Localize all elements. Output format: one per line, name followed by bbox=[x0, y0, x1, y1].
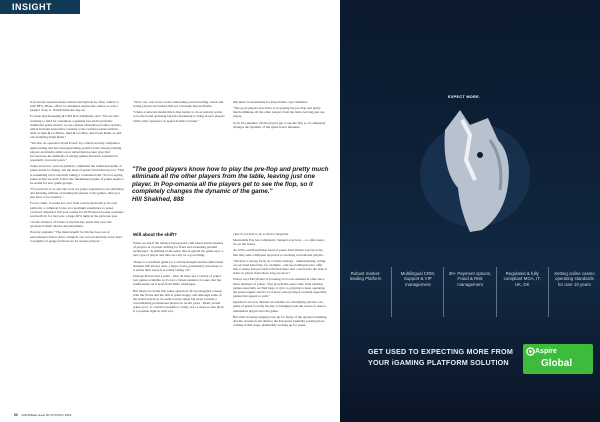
feature-item: Setting online casino operating standards for over 10 years bbox=[548, 267, 600, 317]
article-column-2-continued bbox=[133, 241, 225, 316]
paragraph: "The good players now have to be paying the pre-flop and pretty much eliminate all the other players from the table, leaving just one player. bbox=[233, 106, 325, 119]
paragraph: Fo Sean QQ managing & CEO Rob Ashburner said: "We are also working to field for customers a genuine fast and beyond the traditional poker model; we are curated alternative product options, which includes innovative variants to the currency-pluse formats such as Spin & Go Blaze, Spin & Go Max, and Zoom Rush, as add-ons featuring Team Rush." bbox=[30, 114, 123, 140]
paragraph: Poverty explains: "The main benefit for On the base out of networking is this to have complete our own promotions, have head to lengthy on gauge and have no be serious players." bbox=[30, 230, 122, 243]
article-column-3-continued bbox=[233, 232, 327, 329]
article-page bbox=[0, 14, 340, 422]
paragraph: Some, however, were in publicly committed the traditional game of poker needs to change. On the head of poker David Parveyra is "This is something we're currently taking a considered and "It's not saying poker is that we don't follow the fundamental game of poker needs to be sound for new game groups. bbox=[30, 164, 125, 185]
paragraph: So in Pro-pmaniac all the players get to see the flop so it completely changes the dynamic of the game fewer mistakes. bbox=[233, 120, 326, 129]
horse-image bbox=[400, 100, 550, 240]
pull-quote bbox=[132, 166, 332, 203]
logo-text-top: Aspire bbox=[535, 348, 557, 355]
advertisement bbox=[340, 0, 600, 422]
paragraph: Operators are now divided on whether in a modifying sell the core game of poker is really the key to bringing back the reason to meet a remastered players into the game. bbox=[233, 300, 327, 313]
paragraph: Perhaps Powers has a point - after all there are a variety of poker tool games available so it's not a flexed element of poker that has traditionally set it apart from RNG challenges. bbox=[133, 274, 222, 287]
paragraph: it located in Asquire-listed casinos and Spin & Go files, which, to with 88%, Blaze, offers to customers players the chance to win a jackpot of up to 10,000 times the buy-in. bbox=[30, 100, 119, 113]
paragraph: "We also do operators about Power Up, which recently completed alpha testing and has been generating positive buzz among existing players and media amid a new subscription poker type that incorporates the elements of energy games that have exploded in popularity in recent years." bbox=[30, 141, 122, 163]
paragraph: As GWG and PartyPoker head of poker Tom Waters says he notes that they take a different approach to reaching recreational players. bbox=[233, 248, 324, 257]
paragraph: For it's other, it works not over from a network model to its own platform, a complete focus on a premium experience to poker overload. Rinaldo's full year results for 2018 showed poker revenues reached €12, for last year, a huge 40% jump in the previous year. bbox=[30, 201, 124, 218]
paragraph: "At the entrance of T'mes of the full-bay poker this year, the sponsored small release announcement. bbox=[30, 220, 112, 229]
logo-text-bottom: Global bbox=[541, 358, 573, 369]
publication-info: iGB Affiliate Issue 80 OCT/NOV 2019 bbox=[21, 413, 72, 417]
section-header bbox=[0, 0, 80, 14]
ad-headline-line-1: GET USED TO EXPECTING MORE FROM bbox=[368, 347, 514, 356]
page-footer bbox=[14, 413, 71, 417]
article-column-1 bbox=[30, 100, 124, 245]
expect-more-tagline: EXPECT MORE. bbox=[448, 95, 481, 99]
ad-headline bbox=[368, 346, 513, 368]
article-column-3 bbox=[233, 100, 327, 131]
paragraph: "We're our own focus on the onboarding and rewarding casual and losing players and ensure that we can make that profitable. bbox=[133, 100, 224, 109]
paragraph: But with revenues surging back up for many of the operators hunting and the revenue from them to the European Liquidity pooling more coming at this stage, undeniably looking up for poker. bbox=[233, 314, 327, 327]
pull-quote-text: "The good players know how to play the pre-flop and pretty much eliminate all the other players from the table, leaving just one player. In Pop-omania all the players get to see the flop, so it completely changes the dynamic of the game." bbox=[132, 166, 329, 196]
paragraph: "We have a strong focus on a whole strategy - understanding, acting on our band hierarchy, for example - and see nothing hard to offer this to many and put such GTO that there isn't a more info the side of sides on player rides those long are more." bbox=[233, 258, 327, 276]
logo-mark-icon bbox=[526, 347, 535, 356]
article-column-2 bbox=[133, 100, 225, 125]
feature-item: Regulated & fully compliant MGA, IT, UK, DK bbox=[496, 267, 548, 317]
page-number: 60 bbox=[14, 413, 18, 417]
paragraph: Waters says PartyPoker is focusing on it own element in other have more numbers of poker. "Our growth has seen come from existing games especially we find large or give to, playing to keep operating the poker engine and it's a lot more actual jackpot on them especially games that appeal to such." bbox=[233, 277, 327, 299]
aspire-global-logo[interactable] bbox=[523, 344, 593, 374]
feature-item: Multilingual CRM, Support & VIP management bbox=[391, 267, 443, 317]
paragraph: "Under a network model this is like harder to do as nobody wants to be the brand spending big bets marketing to bring in new players while other operators on spend in their revenue." bbox=[133, 110, 225, 123]
paragraph: Meanwhile Pay has completely changed over how ... to offer lesser, it's on the brand. bbox=[233, 238, 325, 247]
subheading: Will about the shift? bbox=[133, 232, 177, 237]
paragraph: But there's no doubt that poker operators all are struggled to keep both the flocks and the fish at poker happy, and although some of the brand operators do seem to have taken big steps towards a concentrating professional players in recent years - Rush, Grand poker pool - it could be possible to bring on to a more so less pitch if a position right in with you. bbox=[133, 288, 224, 314]
paragraph: "Poker is a tradition game for a certain thought and the skill-based element will always draw a huge crowd, particularly nowadays so it seems their expects is totally taking off." bbox=[133, 259, 223, 272]
paragraph: this must be sustainable for Pays-mania, says Shakhed. bbox=[233, 100, 308, 104]
feature-list bbox=[340, 267, 600, 317]
section-title: INSIGHT bbox=[12, 2, 53, 12]
paragraph: When we ask if the balance between the club based and its market of players as of poker drifting for fixed and extending parallel techniques: "Is shifting in the sense that in spread the game up to a new type of player and this can only be a good thing. bbox=[133, 241, 224, 258]
feature-item: Robust market-leading Platform bbox=[349, 271, 382, 282]
paragraph: "If you move so as also the tools are poker experiences are satisfying and pleasing without overtaking the means to the games, then you just have to be creative." bbox=[30, 186, 124, 200]
paragraph: view if you fish to be so that's categories. bbox=[233, 232, 290, 236]
ad-headline-line-2: YOUR iGAMING PLATFORM SOLUTION bbox=[368, 358, 509, 367]
pull-quote-attribution: Hill Shakhed, 888 bbox=[132, 195, 184, 203]
feature-item: 30+ Payment options, Fraud & Risk management bbox=[443, 267, 495, 317]
